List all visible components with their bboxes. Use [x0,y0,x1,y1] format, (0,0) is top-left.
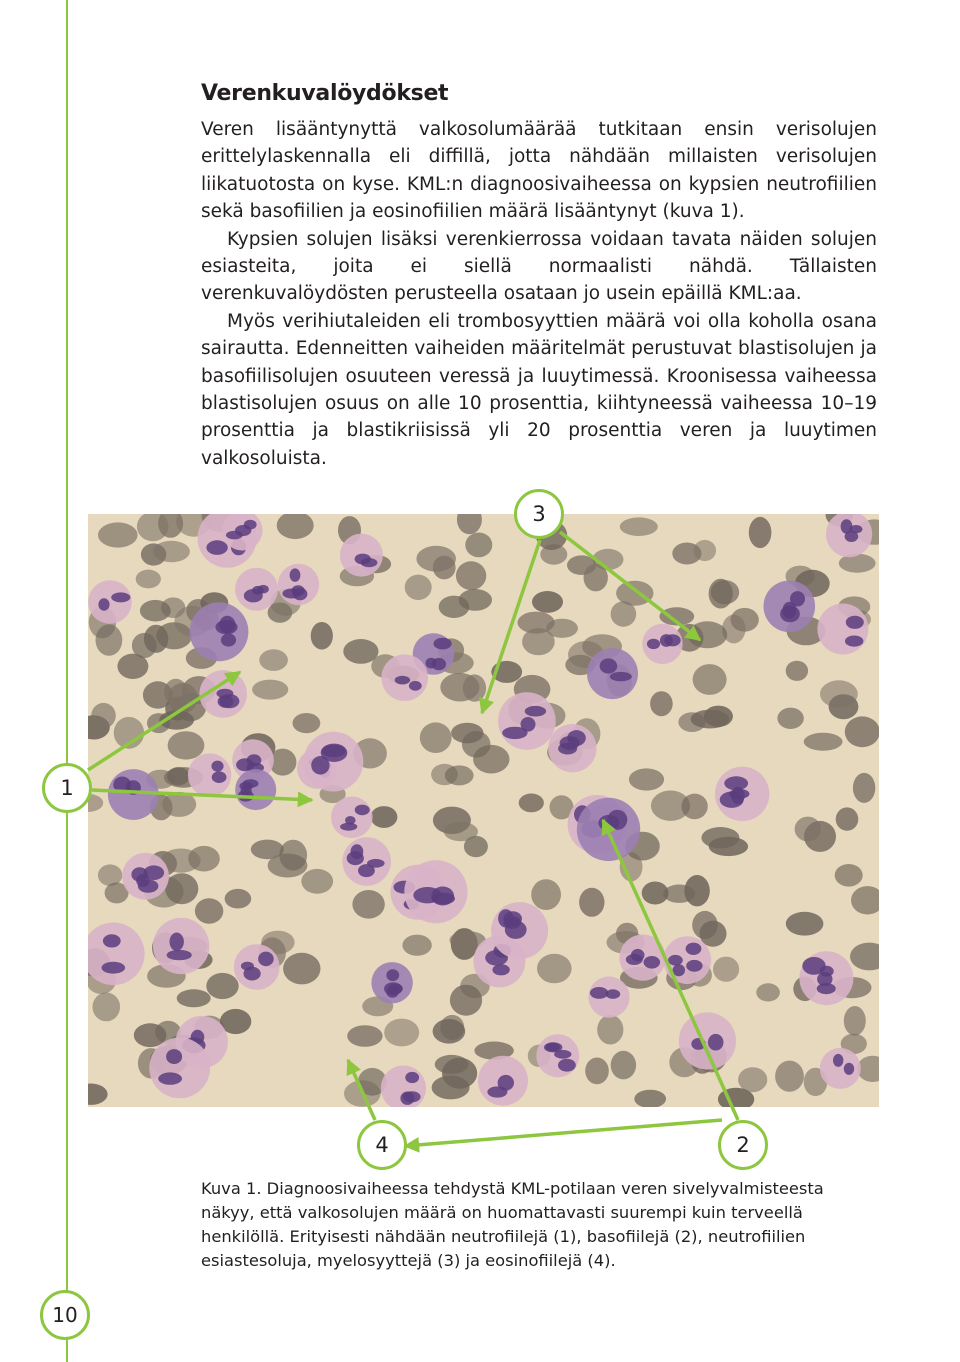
section-heading: Verenkuvalöydökset [201,81,449,106]
label-2-badge: 2 [718,1120,768,1170]
blood-smear-micrograph [88,514,879,1107]
page-number: 10 [40,1290,90,1340]
body-text [201,116,877,472]
label-1-badge: 1 [42,763,92,813]
margin-line [66,0,68,1362]
figure-caption: Kuva 1. Diagnoosivaiheessa tehdystä KML-potilaan veren sivelyvalmisteesta näkyy, että valkosolujen määrä on huomattavasti suurempi kuin terveellä henkilöllä. Erityisesti nähdään neutrofiilejä (1), basofiilejä (2), neutrofiilien esiastesoluja, myelosyyttejä (3) ja eosinofiilejä (4). [201,1179,824,1270]
paragraph-1: Veren lisääntynyttä valkosolumäärää tutkitaan ensin verisolujen erittelylaskennalla eli diffillä, jotta nähdään millaisten verisolujen liikatuotosta on kyse. KML:n diagnoosivaiheessa on kypsien neutrofiilien sekä basofiilien ja eosinofiilien määrä lisääntynyt (kuva 1). [201,119,877,223]
arrow-2b [405,1120,722,1146]
label-4-badge: 4 [357,1120,407,1170]
paragraph-2: Kypsien solujen lisäksi verenkierrossa voidaan tavata näiden solujen esiasteita, joita ei siellä normaalisti nähdä. Tällaisten verenkuvalöydösten perusteella osataan jo usein epäillä KML:aa. [201,228,877,305]
paragraph-3: Myös verihiutaleiden eli trombosyyttien määrä voi olla koholla osana sairautta. Edenneitten vaiheiden määritelmät perustuvat blastisolujen ja basofiilisolujen osuuteen veressä ja luuytimessä. Kroonisessa vaiheessa blastisolujen osuus on alle 10 prosenttia, kiihtyneessä vaiheessa 10–19 prosenttia ja blastikriisissä yli 20 prosenttia veren ja luuytimen valkosoluista. [201,310,877,469]
label-3-badge: 3 [514,489,564,539]
